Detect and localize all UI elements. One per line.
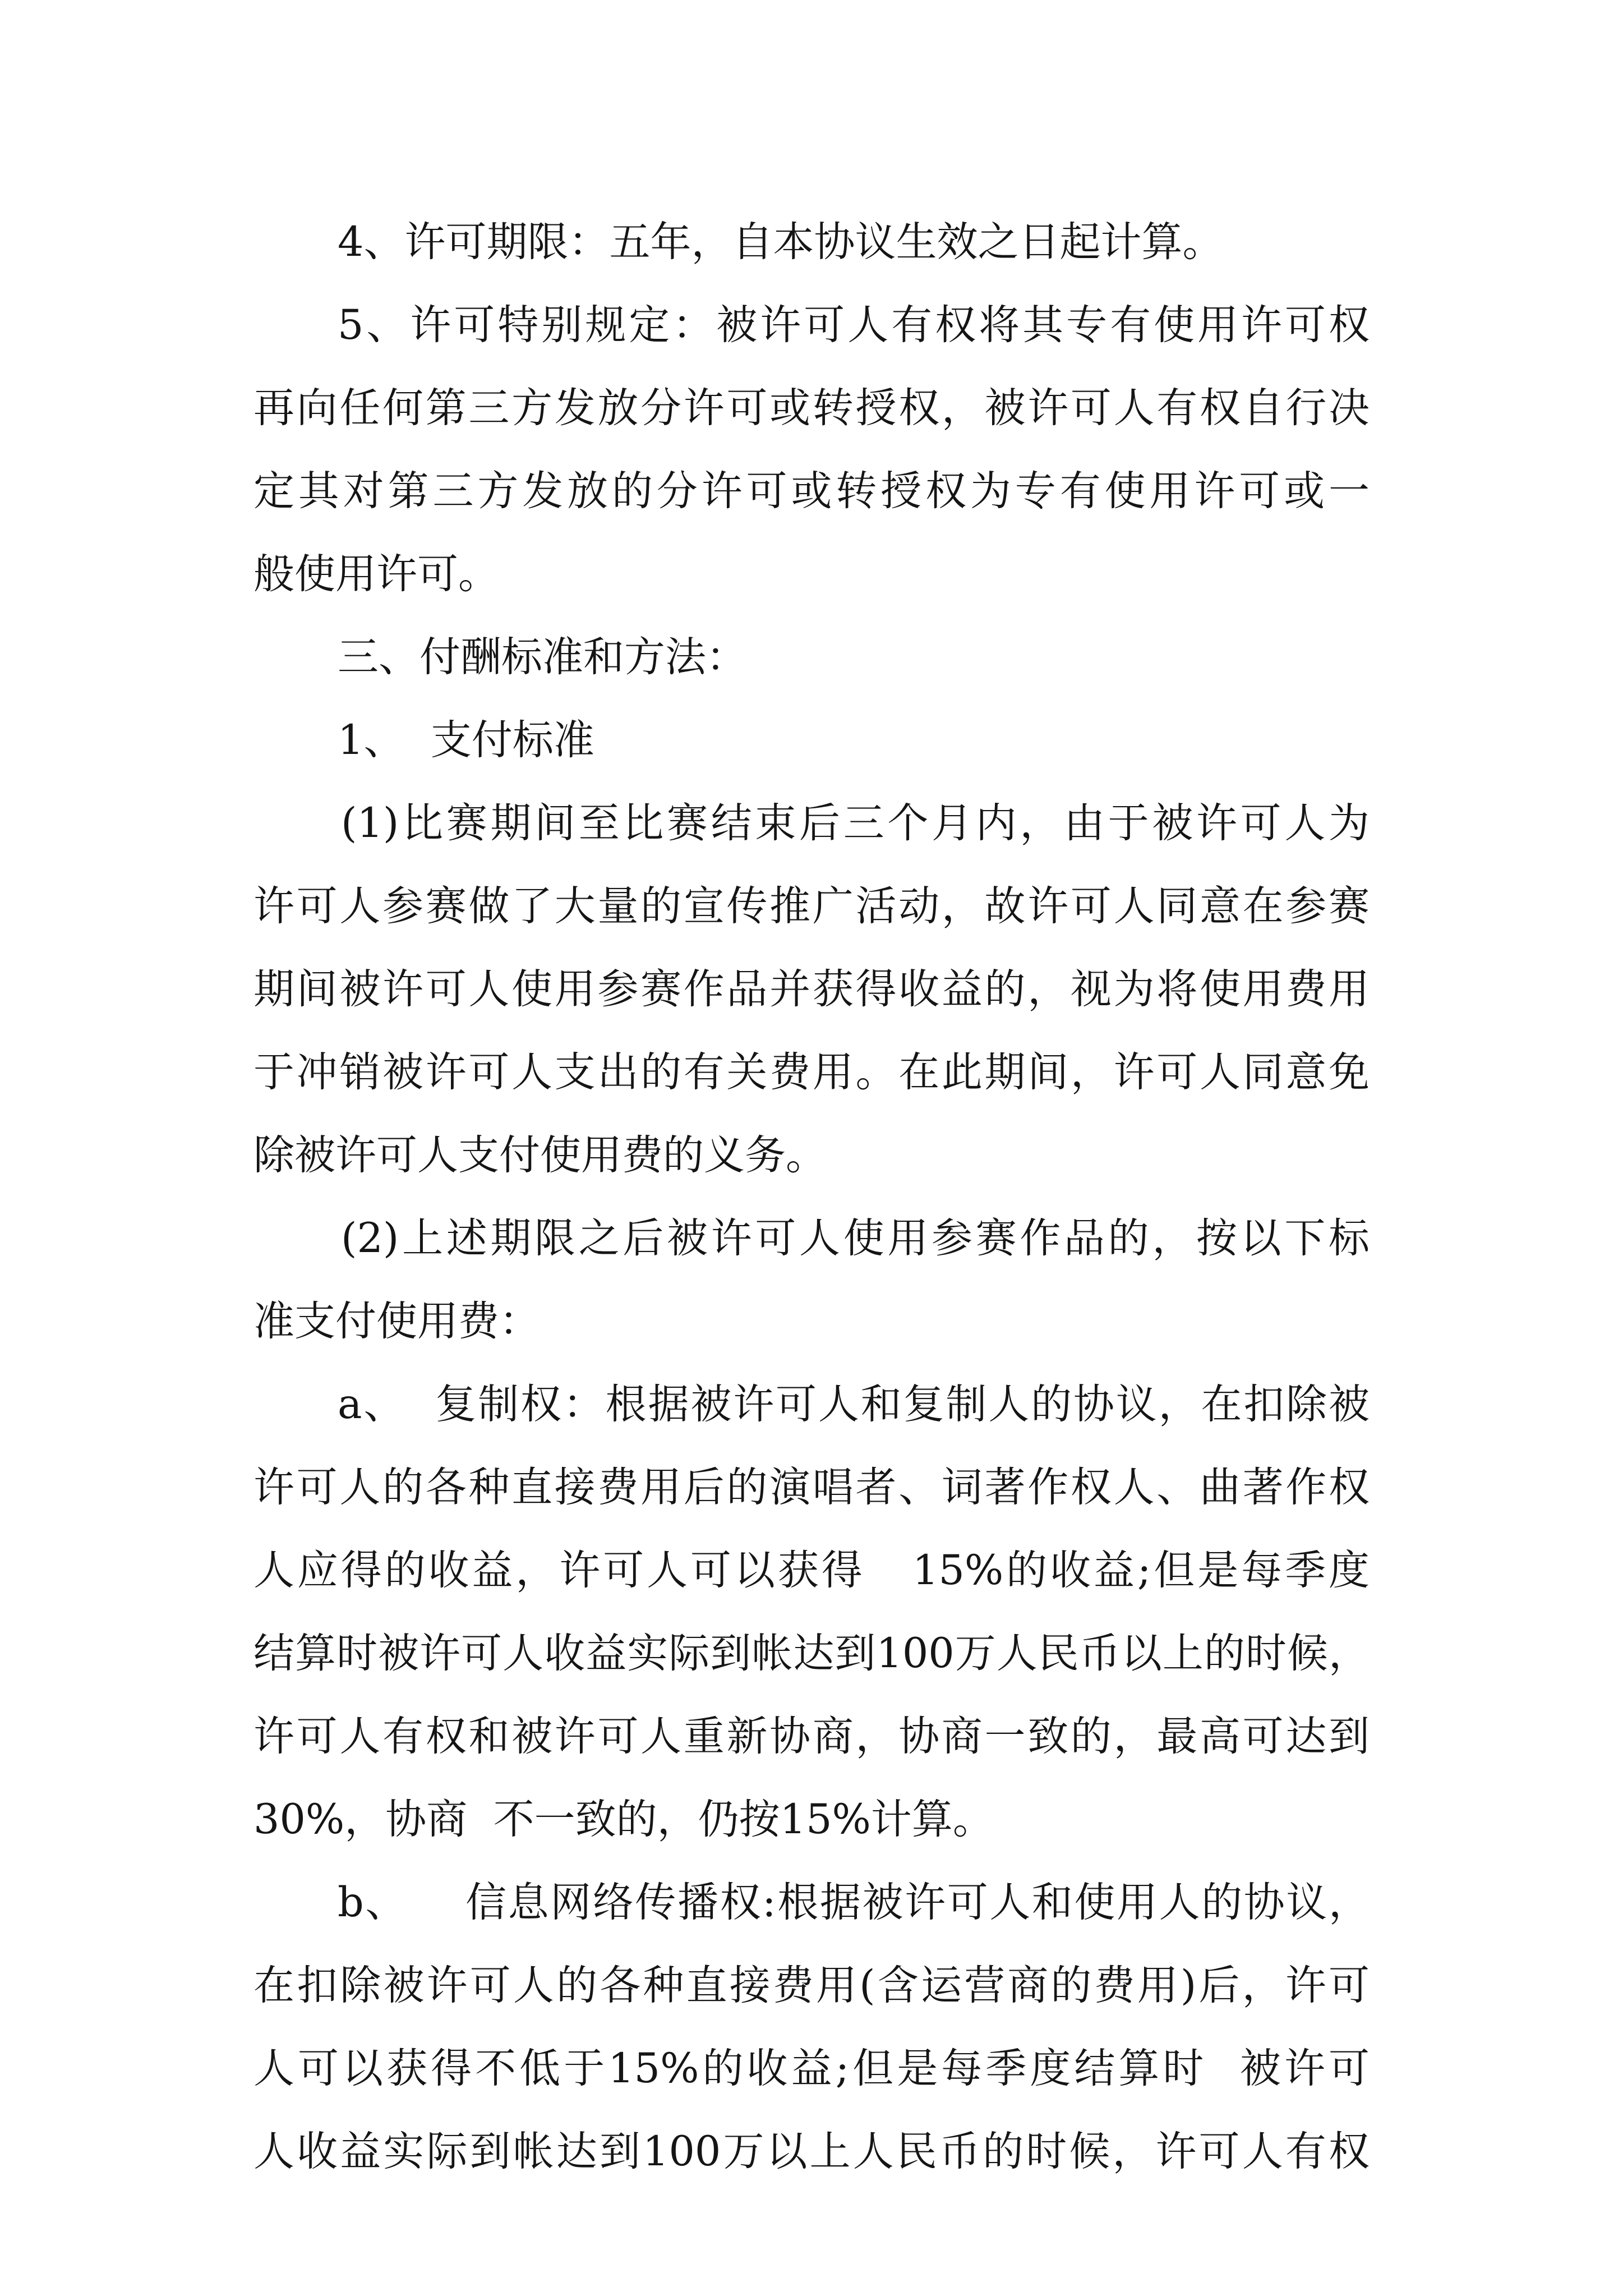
paragraph-line: 结算时被许可人收益实际到帐达到100万人民币以上的时候， bbox=[253, 1630, 1370, 1677]
paragraph-line-item-2: (2)上述期限之后被许可人使用参赛作品的，按以下标 bbox=[341, 1214, 1370, 1262]
paragraph-line: 人收益实际到帐达到100万以上人民币的时候，许可人有权 bbox=[253, 2128, 1370, 2175]
paragraph-line: 人可以获得不低于15%的收益;但是每季度结算时 被许可 bbox=[253, 2045, 1370, 2092]
paragraph-line-item-b: b、 信息网络传播权:根据被许可人和使用人的协议， bbox=[338, 1879, 1370, 1926]
paragraph-line: 许可人有权和被许可人重新协商，协商一致的，最高可达到 bbox=[253, 1713, 1370, 1760]
paragraph-line-special-provision: 5、许可特别规定：被许可人有权将其专有使用许可权 bbox=[338, 301, 1370, 349]
paragraph-line: 除被许可人支付使用费的义务。 bbox=[253, 1131, 827, 1179]
paragraph-line: 般使用许可。 bbox=[253, 550, 499, 598]
paragraph-line: 于冲销被许可人支出的有关费用。在此期间，许可人同意免 bbox=[253, 1048, 1370, 1096]
paragraph-line-item-a: a、 复制权：根据被许可人和复制人的协议，在扣除被 bbox=[338, 1381, 1370, 1428]
paragraph-line: 30%，协商 不一致的，仍按15%计算。 bbox=[253, 1796, 994, 1843]
paragraph-line: 准支付使用费： bbox=[253, 1297, 540, 1345]
paragraph-line: 再向任何第三方发放分许可或转授权，被许可人有权自行决 bbox=[253, 384, 1370, 432]
subsection-heading-payment-standard: 1、 支付标准 bbox=[338, 716, 594, 764]
paragraph-line: 人应得的收益，许可人可以获得 15%的收益;但是每季度 bbox=[253, 1547, 1370, 1594]
section-heading-payment: 三、付酬标准和方法： bbox=[338, 633, 747, 681]
paragraph-line: 许可人的各种直接费用后的演唱者、词著作权人、曲著作权 bbox=[253, 1464, 1370, 1511]
paragraph-line: 期间被许可人使用参赛作品并获得收益的，视为将使用费用 bbox=[253, 965, 1370, 1013]
paragraph-line: 在扣除被许可人的各种直接费用(含运营商的费用)后，许可 bbox=[253, 1962, 1370, 2009]
paragraph-line: 许可人参赛做了大量的宣传推广活动，故许可人同意在参赛 bbox=[253, 882, 1370, 930]
paragraph-line-item-1: (1)比赛期间至比赛结束后三个月内，由于被许可人为 bbox=[341, 799, 1370, 847]
paragraph-line-license-term: 4、许可期限：五年，自本协议生效之日起计算。 bbox=[338, 218, 1224, 266]
paragraph-line: 定其对第三方发放的分许可或转授权为专有使用许可或一 bbox=[253, 467, 1370, 515]
